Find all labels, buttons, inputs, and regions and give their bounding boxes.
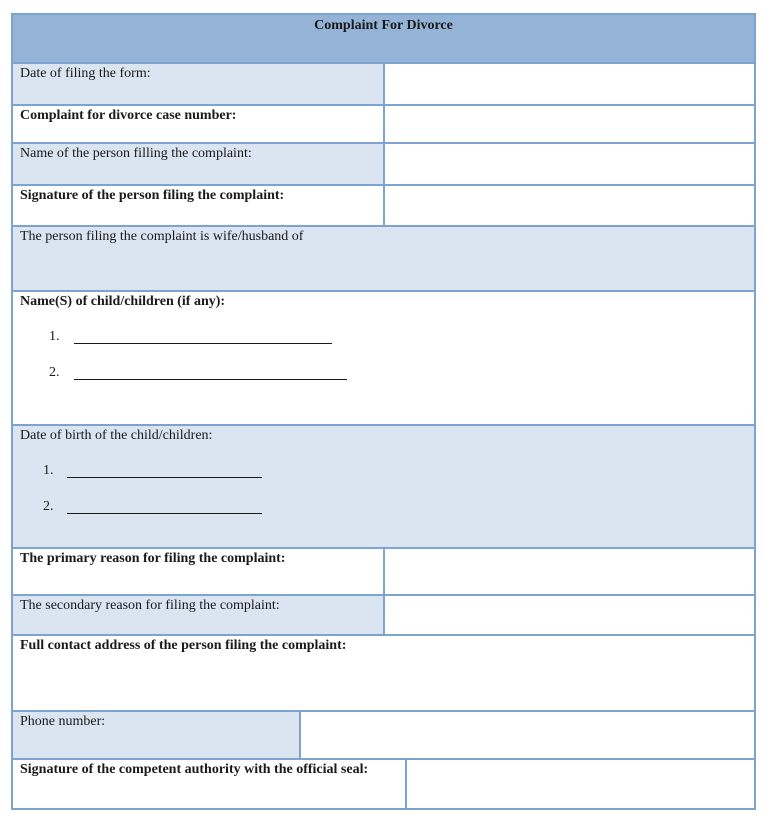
child-name-number-2: 2. — [49, 365, 60, 380]
phone-field[interactable] — [301, 712, 754, 758]
primary-reason-field[interactable] — [385, 549, 754, 594]
children-dob-label: Date of birth of the child/children: — [20, 428, 213, 443]
signature-filing-field[interactable] — [385, 186, 754, 225]
primary-reason-label: The primary reason for filing the complaint: — [13, 549, 385, 594]
children-names-label: Name(S) of child/children (if any): — [20, 294, 226, 309]
row-authority-signature — [13, 760, 754, 808]
row-children-names — [13, 292, 754, 426]
phone-label: Phone number: — [13, 712, 301, 758]
case-number-label: Complaint for divorce case number: — [13, 106, 385, 142]
secondary-reason-field[interactable] — [385, 596, 754, 634]
child-dob-number-2: 2. — [43, 499, 54, 514]
row-contact-address[interactable] — [13, 636, 754, 712]
row-children-dob — [13, 426, 754, 549]
row-name-filing — [13, 144, 754, 186]
child-dob-number-1: 1. — [43, 463, 54, 478]
contact-address-label: Full contact address of the person filing the complaint: — [20, 638, 347, 653]
relation-label: The person filing the complaint is wife/husband of — [20, 229, 304, 244]
child-name-line-2[interactable] — [74, 379, 347, 380]
secondary-reason-label: The secondary reason for filing the complaint: — [13, 596, 385, 634]
date-of-filing-label: Date of filing the form: — [13, 64, 385, 104]
child-dob-line-1[interactable] — [67, 477, 262, 478]
authority-signature-label: Signature of the competent authority with the official seal: — [13, 760, 407, 808]
row-relation[interactable] — [13, 227, 754, 292]
name-filing-label: Name of the person filling the complaint: — [13, 144, 385, 184]
row-phone — [13, 712, 754, 760]
row-secondary-reason — [13, 596, 754, 636]
case-number-field[interactable] — [385, 106, 754, 142]
signature-filing-label: Signature of the person filing the complaint: — [13, 186, 385, 225]
row-signature-filing — [13, 186, 754, 227]
row-case-number — [13, 106, 754, 144]
child-dob-line-2[interactable] — [67, 513, 262, 514]
form-header — [13, 15, 754, 64]
child-name-line-1[interactable] — [74, 343, 332, 344]
form-title: Complaint For Divorce — [314, 18, 453, 33]
child-name-number-1: 1. — [49, 329, 60, 344]
date-of-filing-field[interactable] — [385, 64, 754, 104]
row-date-of-filing — [13, 64, 754, 106]
name-filing-field[interactable] — [385, 144, 754, 184]
row-primary-reason — [13, 549, 754, 596]
authority-signature-field[interactable] — [407, 760, 754, 808]
divorce-complaint-form — [11, 13, 756, 810]
